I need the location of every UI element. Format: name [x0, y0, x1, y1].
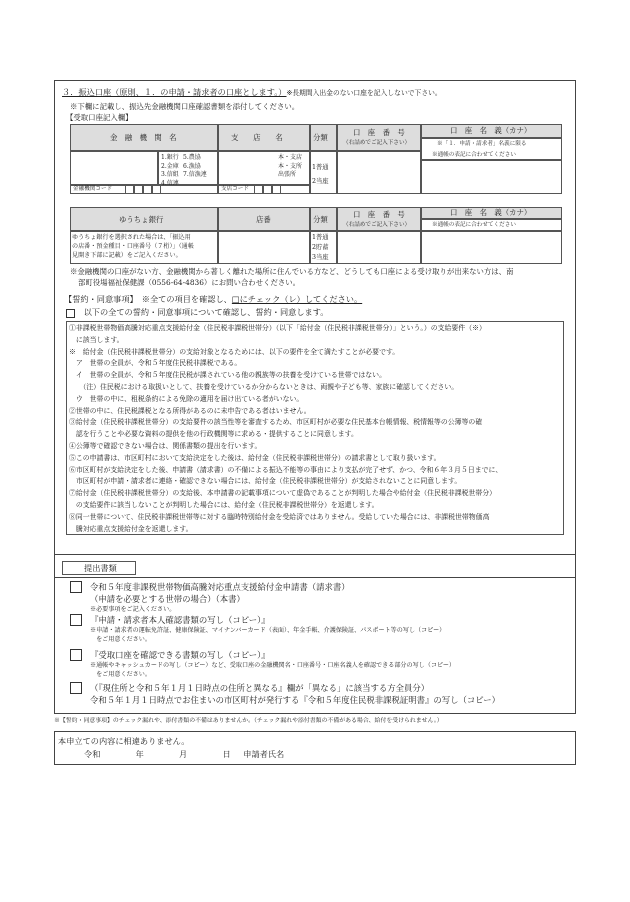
account-number-input[interactable] [337, 151, 421, 194]
bank-code-label: 金融機関コード [73, 186, 113, 192]
agreement-line: ⑧同一世帯について、住民税非課税世帯等に対する臨時特別給付金を受給済ではありません。受給していた場合には、非課税世帯物価高 [69, 512, 490, 521]
year-label: 年 [135, 749, 144, 759]
account-type-1: 1普通 [312, 164, 329, 171]
yucho-name-header-text: ゆうちょ銀行 [119, 215, 164, 224]
section3-note: ※下欄に記載し、振込先金融機関口座確認書類を添付してください。 [70, 102, 300, 111]
account-holder-input[interactable] [421, 160, 562, 194]
agreement-line: の支給要件に該当しないことが判明した場合には、給付金（住民税非課税世帯分）を返還します。 [69, 500, 379, 509]
bank-code-box1[interactable] [125, 185, 134, 194]
yucho-type-3: 3当座 [312, 254, 329, 262]
yucho-type-header-text: 分類 [313, 215, 328, 224]
entry-label: 【受取口座記入欄】 [66, 113, 133, 122]
bank-type-1: 1.銀行 [161, 154, 179, 161]
agreement-title-note: ※全ての項目を確認し、 [141, 294, 232, 304]
holder-note-1: ※「１．申請・請求者」名義に限る [437, 141, 527, 147]
account-number-header-sub: （右詰めでご記入下さい） [343, 140, 411, 146]
doc-item-line: 『受取口座を確認できる書類の写し（コピー）』 [90, 650, 270, 660]
agreement-line: に該当します。 [69, 335, 124, 344]
doc-item-note: ※通帳やキャッシュカードの写し（コピー）など、受取口座の金融機関名・口座番号・口座名義人を確認できる部分の写し（コピー） [90, 662, 456, 669]
bank-code-box2[interactable] [134, 185, 143, 194]
branch-type-3: 出張所 [278, 171, 297, 179]
section3-footnote [70, 266, 513, 288]
agreement-title-note-underlined: □にチェック（レ）してください。 [231, 294, 363, 304]
branch-type-1: 本・支店 [278, 154, 303, 161]
yucho-account-header-sub: （右詰めでご記入下さい） [343, 222, 411, 228]
bank-name-input[interactable] [70, 151, 158, 185]
section3-footnote-1: ※金融機関の口座がない方、金融機関から著しく離れた場所に住んでいる方など、どうしても口座による受け取りが出来ない方は、南 [70, 267, 514, 276]
yucho-type-2: 2貯蓄 [312, 244, 329, 252]
bank-name-header-text: 金 融 機 関 名 [110, 133, 177, 142]
agreement-line: イ 世帯の全員が、令和５年度住民税が課されている他の親族等の扶養を受けている世帯ではない。 [69, 371, 386, 380]
agreement-line: 騰対応重点支援給付金を返還します。 [69, 524, 193, 533]
confirm-text: 本申立ての内容に相違ありません。 [58, 736, 190, 746]
agreement-line: ア 世帯の全員が、令和５年度住民税非課税である。 [69, 359, 242, 368]
branch-code-box2[interactable] [263, 185, 272, 194]
account-holder-header-text: 口 座 名 義（カナ） [450, 126, 532, 135]
yucho-account-input[interactable] [337, 231, 421, 264]
yucho-desc-1: ゆうちょ銀行を選択された場合は、「振込用 [72, 234, 191, 241]
bank-code-box4[interactable] [152, 185, 161, 194]
holder-note-2: ※通帳の表記に合わせてください [432, 152, 516, 158]
bank-type-6: 6.漁協 [183, 162, 201, 170]
yucho-desc-3: 見開き下部に記載）をご記入ください。 [72, 251, 182, 259]
doc-checkbox[interactable] [70, 649, 82, 661]
doc-item [90, 581, 350, 614]
yucho-desc-2: の店番・預金種目・口座番号（７桁）」（通帳 [72, 242, 194, 250]
yucho-holder-input[interactable] [421, 231, 562, 264]
bank-type-4: 4.信連 [161, 180, 179, 188]
doc-item-note: ※必要事項をご記入ください。 [90, 606, 176, 613]
agreement-line: （注）住民税における取扱いとして、扶養を受けているか分からないときは、両親や子ども等、家族に確認してください。 [69, 382, 459, 391]
day-label: 日 [222, 749, 231, 759]
agreement-check-row[interactable] [66, 307, 328, 318]
bank-type-left [161, 154, 179, 189]
account-number-header-text: 口 座 番 号 [353, 128, 405, 137]
agreement-line: ③給付金（住民税非課税世帯分）の支給要件の該当性等を審査するため、市区町村が必要な住民基本台帳情報、税情報等の公簿等の確 [69, 418, 483, 427]
era-label: 令和 [84, 749, 101, 759]
bank-code-box3[interactable] [143, 185, 152, 194]
yucho-account-header-text: 口 座 番 号 [353, 210, 405, 219]
agreement-line: ⑥市区町村が支給決定をした後、申請書（請求書）の不備による振込不能等の事由により支払が完了せず、かつ、令和６年３月５日までに、 [69, 465, 503, 474]
section3-footnote-2: 部町役場福祉保健課（0556-64-4836）にお問い合わせください。 [78, 278, 301, 288]
docs-title: 提出書類 [84, 563, 117, 573]
branch-types [278, 154, 302, 180]
branch-name-header-text: 支 店 名 [231, 133, 283, 142]
agreement-lines [69, 323, 502, 535]
agreement-line: ②世帯の中に、住民税課税となる所得があるのに未申告である者はいません。 [69, 406, 311, 415]
doc-item-note: ※申請・請求者の運転免許証、健康保険証、マイナンバーカード（表面）、年金手帳、介護保険証、パスポート等の写し（コピー） [90, 627, 446, 634]
yucho-holder-header-text: 口 座 名 義（カナ） [450, 208, 532, 217]
agreement-line: ⑦給付金（住民税非課税世帯分）の支給後、本申請書の記載事項について虚偽であることが判明した場合や給付金（住民税非課税世帯分） [69, 489, 497, 498]
bank-type-2: 2.金庫 [161, 162, 179, 170]
agreement-checkbox[interactable] [66, 309, 75, 318]
yucho-shop-header-text: 店番 [256, 215, 271, 224]
doc-item-line: （申請を必要とする世帯の場合）（本書） [90, 594, 245, 604]
agreement-line: ⑤この申請書は、市区町村において支給決定をした後は、給付金（住民税非課税世帯分）の請求書として取り扱います。 [69, 453, 441, 462]
doc-item [90, 614, 445, 644]
agreement-check-label: 以下の全ての誓約・同意事項について確認し、誓約・同意します。 [83, 307, 329, 317]
section3-title-note: ※長期間入出金のない口座を記入しないで下さい。 [286, 89, 442, 97]
branch-type-2: 本・支所 [278, 162, 303, 170]
bank-type-3: 3.信組 [161, 171, 179, 179]
branch-code-box1[interactable] [254, 185, 263, 194]
signer-label: 申請者氏名 [243, 749, 285, 759]
branch-code-box3[interactable] [272, 185, 281, 194]
doc-checkbox[interactable] [70, 682, 82, 694]
agreement-line: ※ 給付金（住民税非課税世帯分）の支給対象となるためには、以下の要件を全て満たすことが必要です。 [69, 347, 400, 356]
agreement-title [64, 294, 362, 304]
confirm-date-row [84, 749, 467, 759]
bank-type-7: 7.信漁連 [183, 171, 207, 179]
doc-item-line: 『申請・請求者本人確認書類の写し（コピー）』 [90, 615, 270, 625]
agreement-title-text: 【誓約・同意事項】 [64, 294, 134, 304]
account-type-2: 2当座 [312, 177, 329, 185]
yucho-shop-input[interactable] [218, 231, 310, 264]
doc-item-line: 令和５年１月１日時点でお住まいの市区町村が発行する『令和５年度住民税非課税証明書』の写し（コピー） [90, 695, 501, 705]
doc-item-line: 令和５年度非課税世帯物価高騰対応重点支援給付金申請書（請求書） [90, 582, 350, 592]
doc-item [90, 682, 500, 706]
agreement-line: 認を行うことや必要な資料の提供を他の行政機関等に求める・提供することに同意します。 [69, 430, 358, 439]
doc-item [90, 649, 455, 679]
bottom-note: ※【誓約・同意事項】のチェック漏れや、添付書類の不備はありませんか。（チェック漏れや添付書類の不備がある場合、給付を受けられません。） [54, 718, 443, 724]
doc-checkbox[interactable] [70, 581, 82, 593]
doc-item-note: をご用意ください。 [90, 636, 151, 643]
section3-title [62, 87, 442, 97]
month-label: 月 [179, 749, 188, 759]
agreement-line: ウ 世帯の中に、租税条約による免除の適用を届け出ている者がいない。 [69, 394, 304, 403]
section3-title-text: ３．振込口座（原則、１．の申請・請求者の口座とします。） [62, 87, 287, 97]
yucho-type-1: 1普通 [312, 234, 329, 241]
branch-code-label: 支店コード [221, 186, 249, 192]
yucho-holder-note: ※通帳の表記に合わせてください [432, 222, 516, 228]
agreement-line: ④公簿等で確認できない場合は、関係書類の提出を行います。 [69, 441, 262, 450]
doc-item-line: （『現住所と令和５年１月１日時点の住所と異なる』欄が「異なる」に該当する方全員分） [90, 683, 430, 693]
account-types [312, 161, 329, 189]
doc-item-note: をご用意ください。 [90, 671, 151, 678]
yucho-types [312, 233, 329, 263]
yucho-desc [72, 234, 194, 260]
agreement-line: ①非課税世帯物価高騰対応重点支援給付金（住民税非課税世帯分）（以下「給付金（住民税非課税世帯分）」という。）の支給要件（※） [69, 324, 486, 332]
agreement-line: 市区町村が申請・請求者に連絡・確認できない場合には、給付金（住民税非課税世帯分）が支給されないことに同意します。 [69, 477, 462, 486]
account-type-header-text: 分類 [313, 133, 328, 142]
doc-checkbox[interactable] [70, 614, 82, 626]
bank-type-right [183, 154, 207, 180]
bank-type-5: 5.農協 [183, 154, 201, 161]
